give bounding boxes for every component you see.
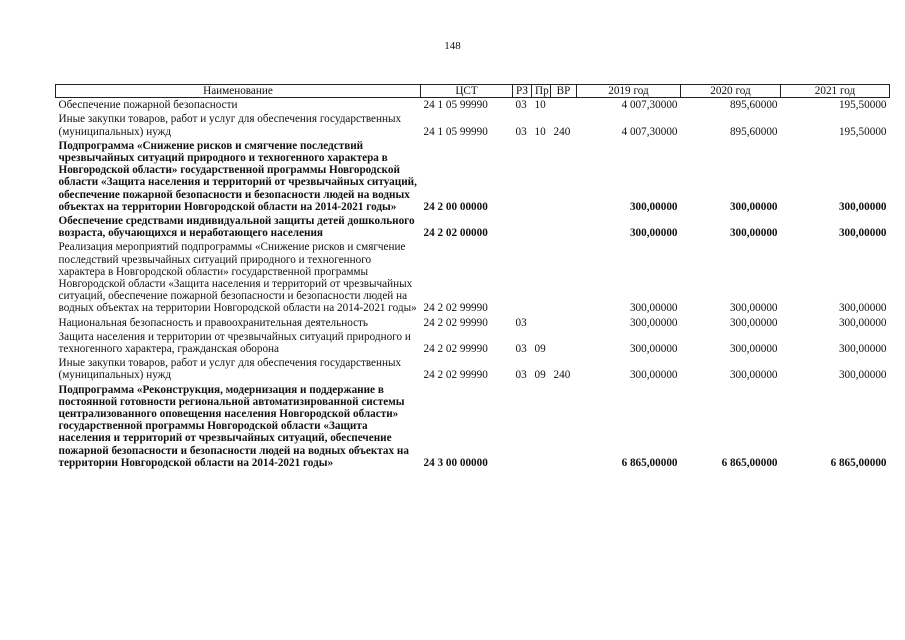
- row-2019: 6 865,00000: [621, 456, 678, 469]
- row-rz: 03: [515, 343, 527, 356]
- row-vr: [551, 98, 577, 113]
- table-row: [56, 330, 890, 356]
- row-rz: [513, 240, 532, 315]
- header-vr: ВР: [551, 85, 577, 98]
- row-2021: 300,00000: [838, 316, 887, 329]
- table-header-row: [56, 85, 890, 98]
- row-name: Обеспечение средствами индивидуальной защиты детей дошкольного возраста, обучающихся и неработающего населения: [58, 215, 415, 240]
- header-2019: 2019 год: [577, 85, 681, 98]
- row-2020: 895,60000: [729, 125, 778, 138]
- row-cst: 24 2 02 99990: [423, 343, 488, 356]
- row-cst: 24 1 05 99990: [423, 125, 488, 138]
- row-cst: 24 3 00 00000: [423, 456, 488, 469]
- table-row: [56, 214, 890, 240]
- row-pr: 09: [534, 369, 546, 382]
- row-rz: 03: [515, 369, 527, 382]
- table-row: [56, 240, 890, 315]
- row-name: Иные закупки товаров, работ и услуг для обеспечения государственных (муниципальных) нужд: [58, 357, 402, 382]
- row-2019: 300,00000: [629, 302, 678, 315]
- table-row: [56, 112, 890, 138]
- row-vr: [551, 330, 577, 356]
- row-cst: 24 2 02 99990: [423, 302, 488, 315]
- row-rz: 03: [515, 316, 527, 329]
- header-name: Наименование: [56, 85, 421, 98]
- header-cst: ЦСТ: [421, 85, 513, 98]
- row-pr: 09: [534, 343, 546, 356]
- row-2019: 300,00000: [629, 343, 678, 356]
- row-vr: 240: [553, 125, 571, 138]
- row-2019: 300,00000: [629, 200, 678, 213]
- row-name: Защита населения и территории от чрезвычайных ситуаций природного и техногенного характера, гражданская оборона: [58, 330, 411, 356]
- table-row: [56, 98, 890, 113]
- row-name: Подпрограмма «Снижение рисков и смягчение последствий чрезвычайных ситуаций природного и техногенного характера в Новгородской области» государственной программы Новгородской области «Защита населения и территорий от чрезвычайных ситуаций, обеспечение пожарной безопасности и безопасности людей на водных объектах на территории Новгородской области на 2014-2021 годы»: [58, 139, 417, 213]
- row-pr: [532, 383, 551, 470]
- row-2020: 6 865,00000: [721, 456, 778, 469]
- row-cst: 24 2 00 00000: [423, 200, 488, 213]
- row-name: Подпрограмма «Реконструкция, модернизация и поддержание в постоянной готовности региональной автоматизированной системы централизованного оповещения населения Новгородской области» государственной программы Новгородской области «Защита населения и территорий от чрезвычайных ситуаций, обеспечение пожарной безопасности и безопасности людей на водных объектах на территории Новгородской области на 2014-2021 годы»: [58, 383, 409, 469]
- header-rz: РЗ: [513, 85, 532, 98]
- row-cst: 24 2 02 99990: [423, 316, 488, 329]
- row-name: Национальная безопасность и правоохранительная деятельность: [58, 316, 369, 329]
- row-rz: [513, 139, 532, 214]
- row-2020: 300,00000: [729, 302, 778, 315]
- budget-table: [55, 84, 890, 470]
- row-pr: 10: [534, 99, 546, 112]
- row-2020: 300,00000: [729, 200, 778, 213]
- row-rz: 03: [515, 125, 527, 138]
- row-2021: 195,50000: [838, 125, 887, 138]
- row-2019: 300,00000: [629, 369, 678, 382]
- row-name: Реализация мероприятий подпрограммы «Снижение рисков и смягчение последствий чрезвычайных ситуаций природного и техногенного характера в Новгородской области» государственной программы Новгородской области «Защита населения и территорий от чрезвычайных ситуаций, обеспечение пожарной безопасности и безопасности людей на водных объектах на территории Новгородской области на 2014-2021 годы»: [58, 241, 417, 315]
- row-cst: 24 1 05 99990: [423, 99, 488, 112]
- row-2020: 300,00000: [729, 227, 778, 240]
- row-vr: 240: [553, 369, 571, 382]
- table-row: [56, 139, 890, 214]
- row-2019: 300,00000: [629, 227, 678, 240]
- row-cst: 24 2 02 00000: [423, 227, 488, 240]
- row-pr: [532, 240, 551, 315]
- row-2019: 300,00000: [629, 316, 678, 329]
- row-2021: 300,00000: [838, 302, 887, 315]
- row-pr: 10: [534, 125, 546, 138]
- row-2020: 300,00000: [729, 343, 778, 356]
- page-number: 148: [444, 40, 461, 52]
- row-vr: [551, 214, 577, 240]
- table-row: [56, 383, 890, 470]
- table-body: [56, 98, 890, 470]
- row-rz: [513, 214, 532, 240]
- row-2019: 4 007,30000: [621, 125, 678, 138]
- row-cst: 24 2 02 99990: [423, 369, 488, 382]
- row-2021: 195,50000: [838, 99, 887, 112]
- row-rz: [513, 383, 532, 470]
- row-2021: 300,00000: [838, 369, 887, 382]
- row-2020: 895,60000: [729, 99, 778, 112]
- row-2021: 300,00000: [838, 200, 887, 213]
- row-pr: [532, 316, 551, 330]
- row-2021: 300,00000: [838, 227, 887, 240]
- row-2019: 4 007,30000: [621, 99, 678, 112]
- row-vr: [551, 240, 577, 315]
- table-row: [56, 316, 890, 330]
- table-row: [56, 356, 890, 382]
- row-2021: 300,00000: [838, 343, 887, 356]
- row-vr: [551, 383, 577, 470]
- row-vr: [551, 316, 577, 330]
- header-pr: Пр: [532, 85, 551, 98]
- row-2020: 300,00000: [729, 369, 778, 382]
- header-2020: 2020 год: [681, 85, 781, 98]
- row-name: Иные закупки товаров, работ и услуг для обеспечения государственных (муниципальных) нужд: [58, 113, 402, 138]
- row-rz: 03: [515, 99, 527, 112]
- row-pr: [532, 214, 551, 240]
- header-2021: 2021 год: [781, 85, 890, 98]
- row-2021: 6 865,00000: [830, 456, 887, 469]
- row-pr: [532, 139, 551, 214]
- row-name: Обеспечение пожарной безопасности: [58, 99, 238, 112]
- row-vr: [551, 139, 577, 214]
- row-2020: 300,00000: [729, 316, 778, 329]
